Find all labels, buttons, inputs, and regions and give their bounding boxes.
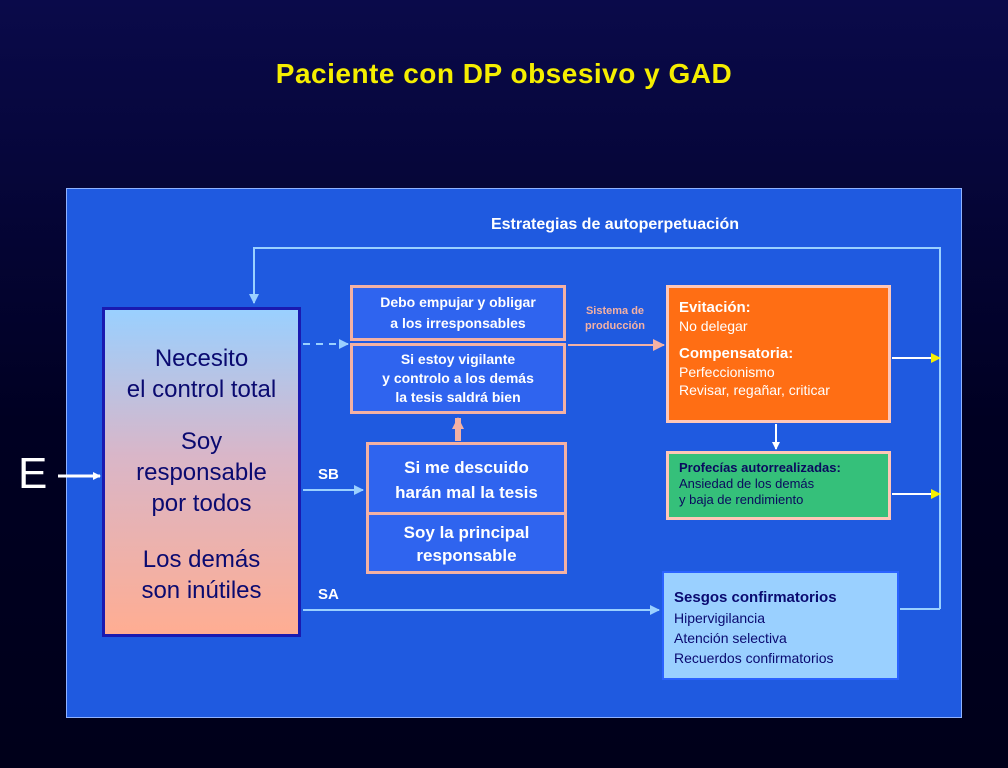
rule-push-box [350, 285, 566, 341]
prophecies-item: Ansiedad de los demás [679, 476, 815, 491]
biases-item: Atención selectiva [674, 630, 787, 646]
rule-main-responsible-box [366, 512, 567, 574]
label-line: Sistema de [585, 305, 645, 317]
biases-item: Hipervigilancia [674, 610, 766, 626]
belief-line: Soy [180, 428, 223, 455]
avoidance-heading: Evitación: [679, 299, 751, 316]
core-beliefs-box [102, 307, 301, 637]
strategies-label: Estrategias de autoperpetuación [490, 216, 740, 233]
prophecies-heading: Profecías autorrealizadas: [679, 460, 841, 475]
belief-line: el control total [126, 376, 277, 403]
belief-line: Necesito [154, 345, 249, 372]
production-system-label [567, 304, 663, 334]
rule-line: Si estoy vigilante [400, 351, 516, 367]
belief-line: Los demás [142, 546, 261, 573]
belief-line: son inútiles [141, 577, 262, 604]
belief-responsible [105, 426, 298, 519]
belief-control [105, 343, 298, 405]
rule-line: y controlo a los demás [382, 370, 534, 386]
belief-line: responsable [136, 459, 267, 486]
label-line: producción [585, 320, 645, 332]
rule-line: harán mal la tesis [395, 483, 538, 502]
biases-box [662, 571, 899, 680]
compensatory-heading: Compensatoria: [679, 345, 794, 362]
rule-line: Si me descuido [404, 458, 529, 477]
compensatory-item: Revisar, regañar, criticar [679, 382, 830, 398]
page-title: Paciente con DP obsesivo y GAD [275, 58, 733, 89]
biases-item: Recuerdos confirmatorios [674, 650, 834, 666]
rule-line: la tesis saldrá bien [395, 389, 521, 405]
compensatory-item: Perfeccionismo [679, 364, 775, 380]
rule-line: responsable [416, 546, 517, 565]
prophecies-item: y baja de rendimiento [679, 492, 804, 507]
sa-label: SA [318, 586, 339, 603]
avoidance-box [666, 285, 891, 423]
belief-line: por todos [151, 490, 252, 517]
rule-line: Soy la principal [403, 523, 530, 542]
rule-careless-box [366, 442, 567, 518]
biases-heading: Sesgos confirmatorios [674, 589, 837, 606]
input-label: E [18, 449, 48, 498]
belief-useless [105, 544, 298, 606]
sb-label: SB [318, 466, 339, 483]
avoidance-item: No delegar [679, 318, 748, 334]
rule-line: a los irresponsables [390, 315, 526, 331]
rule-line: Debo empujar y obligar [380, 294, 536, 310]
rule-vigilant-box [350, 343, 566, 414]
prophecies-box [666, 451, 891, 520]
